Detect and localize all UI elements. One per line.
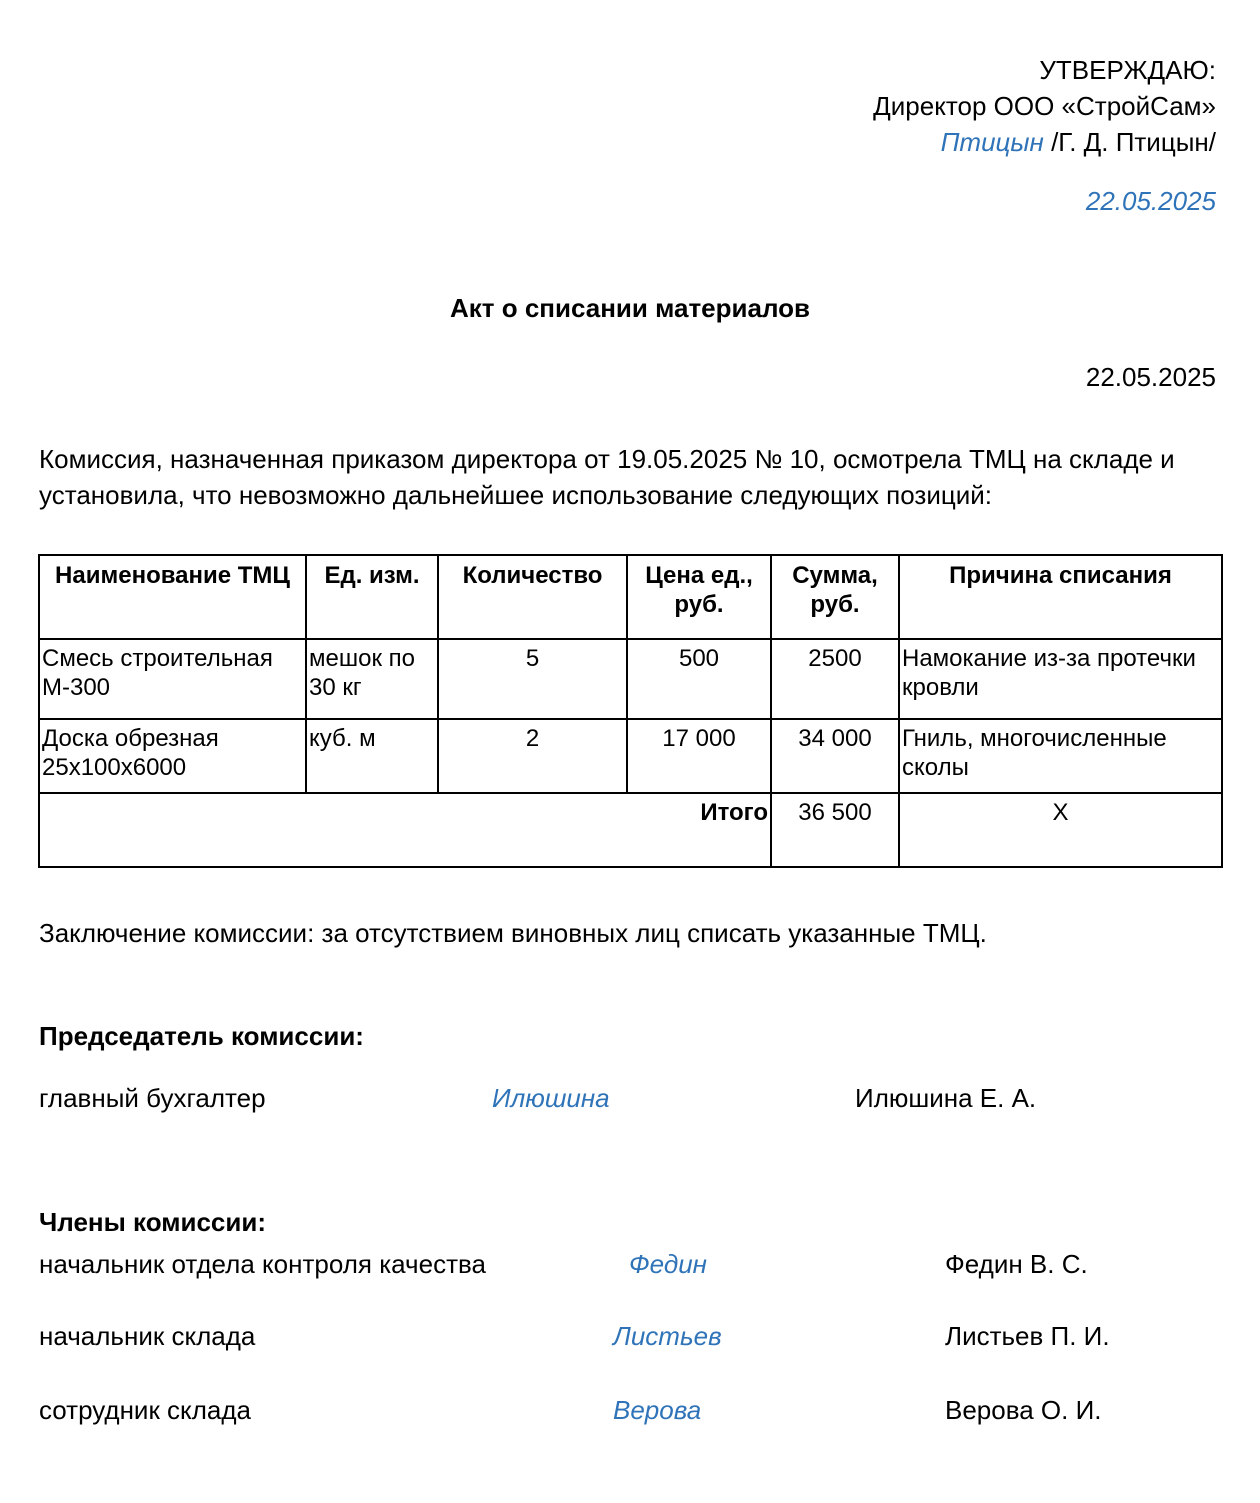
- member-position: сотрудник склада: [39, 1395, 251, 1425]
- header-name: Наименование ТМЦ: [39, 555, 306, 639]
- approval-block: [873, 52, 1216, 160]
- table-row: [39, 639, 1222, 719]
- header-reason: Причина списания: [899, 555, 1222, 639]
- header-quantity: Количество: [438, 555, 627, 639]
- intro-paragraph: Комиссия, назначенная приказом директора от 19.05.2025 № 10, осмотрела ТМЦ на складе и установила, что невозможно дальнейшее использование следующих позиций:: [39, 444, 1175, 510]
- approval-signature: Птицын: [940, 127, 1044, 157]
- write-off-table: [38, 554, 1223, 868]
- chair-heading: Председатель комиссии:: [39, 1021, 364, 1051]
- member-position: начальник отдела контроля качества: [39, 1249, 486, 1279]
- header-price: Цена ед., руб.: [627, 555, 771, 639]
- cell-reason: Намокание из-за протечки кровли: [899, 639, 1222, 719]
- chair-signature: Илюшина: [492, 1083, 610, 1113]
- total-label: Итого: [39, 793, 771, 867]
- member-signature: Федин: [629, 1249, 707, 1279]
- cell-unit: мешок по 30 кг: [306, 639, 438, 719]
- header-unit: Ед. изм.: [306, 555, 438, 639]
- approval-name: /Г. Д. Птицын/: [1051, 127, 1216, 157]
- header-sum: Сумма, руб.: [771, 555, 899, 639]
- commission-conclusion: Заключение комиссии: за отсутствием виновных лиц списать указанные ТМЦ.: [39, 918, 987, 948]
- member-signature: Верова: [613, 1395, 702, 1425]
- total-reason: X: [899, 793, 1222, 867]
- approval-heading: УТВЕРЖДАЮ:: [1039, 55, 1216, 85]
- approval-date: 22.05.2025: [1085, 186, 1216, 216]
- chair-position: главный бухгалтер: [39, 1083, 266, 1113]
- document-date: 22.05.2025: [1085, 362, 1216, 392]
- approval-signature-line: [873, 124, 1216, 160]
- cell-reason: Гниль, многочисленные сколы: [899, 719, 1222, 793]
- cell-quantity: 2: [438, 719, 627, 793]
- member-position: начальник склада: [39, 1321, 256, 1351]
- cell-name: Смесь строительная М-300: [39, 639, 306, 719]
- member-name: Листьев П. И.: [945, 1321, 1110, 1351]
- cell-price: 500: [627, 639, 771, 719]
- table-row: [39, 719, 1222, 793]
- approval-position: Директор ООО «СтройСам»: [873, 91, 1216, 121]
- member-name: Федин В. С.: [945, 1249, 1088, 1279]
- chair-name: Илюшина Е. А.: [855, 1083, 1037, 1113]
- total-sum: 36 500: [771, 793, 899, 867]
- member-name: Верова О. И.: [945, 1395, 1102, 1425]
- member-signature: Листьев: [613, 1321, 722, 1351]
- cell-price: 17 000: [627, 719, 771, 793]
- table-total-row: [39, 793, 1222, 867]
- cell-sum: 34 000: [771, 719, 899, 793]
- members-heading: Члены комиссии:: [39, 1207, 267, 1237]
- document-title: Акт о списании материалов: [449, 293, 811, 323]
- cell-sum: 2500: [771, 639, 899, 719]
- table-header-row: [39, 555, 1222, 639]
- cell-unit: куб. м: [306, 719, 438, 793]
- cell-name: Доска обрезная 25х100х6000: [39, 719, 306, 793]
- cell-quantity: 5: [438, 639, 627, 719]
